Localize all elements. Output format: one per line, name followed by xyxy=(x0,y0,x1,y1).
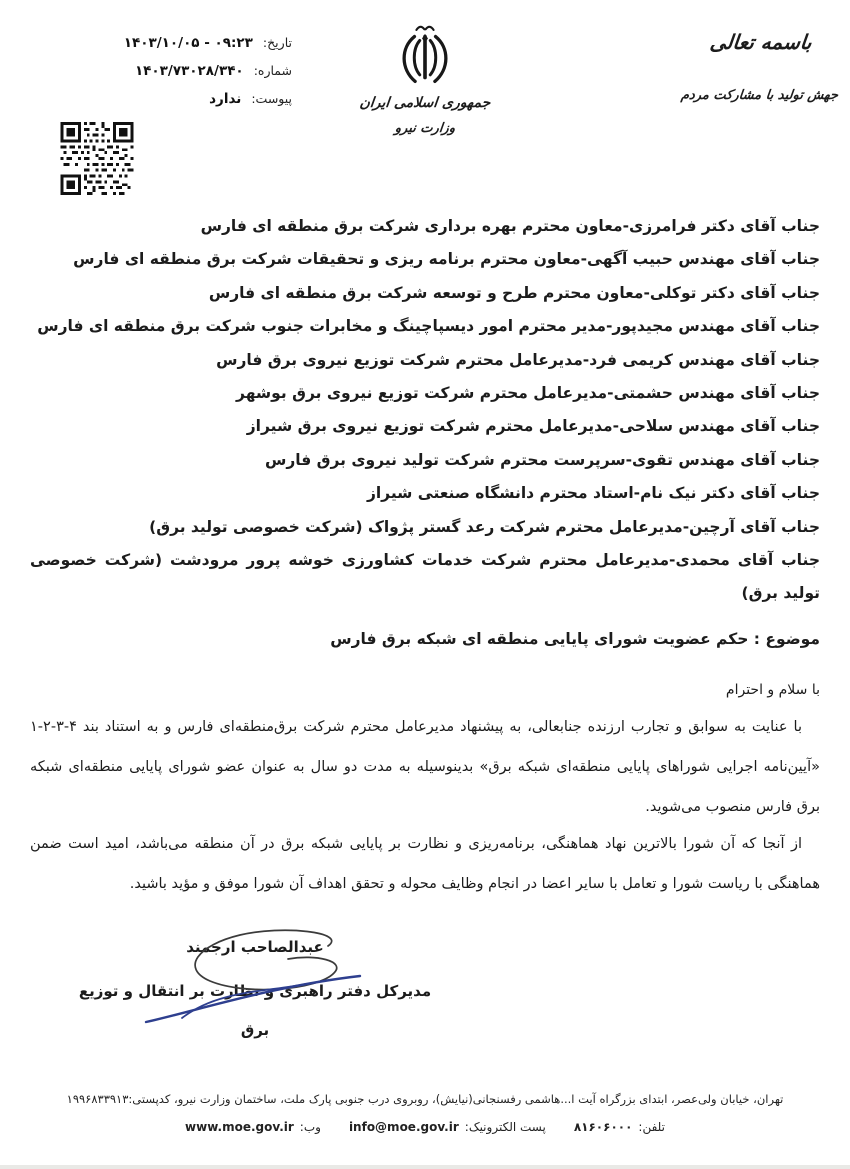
date-row xyxy=(37,35,292,51)
besmele-text: باسمه تعالی xyxy=(708,30,814,54)
email-label: پست الکترونیک: xyxy=(464,1120,546,1134)
attachment-row xyxy=(37,91,292,107)
email-item xyxy=(349,1120,546,1134)
phone-label: تلفن: xyxy=(638,1120,665,1134)
subject-line: موضوع : حکم عضویت شورای پایایی منطقه ای شبکه برق فارس xyxy=(330,630,820,648)
iran-emblem-icon xyxy=(392,20,458,94)
recipient-line: جناب آقای مهندس حشمتی-مدیرعامل محترم شرکت توزیع نیروی برق بوشهر xyxy=(236,384,820,403)
recipient-line: جناب آقای مهندس تقوی-سرپرست محترم شرکت تولید نیروی برق فارس xyxy=(264,450,820,469)
footer-contacts xyxy=(20,1120,830,1134)
recipient-line: جناب آقای مهندس کریمی فرد-مدیرعامل محترم شرکت توزیع نیروی برق فارس xyxy=(216,350,820,369)
ministry-name-text: وزارت نیرو xyxy=(394,121,456,136)
signer-title: مدیرکل دفتر راهبری و نظارت بر انتقال و توزیع xyxy=(78,982,432,1000)
signer-name: عبدالصاحب ارجمند xyxy=(186,938,324,956)
web-item xyxy=(185,1120,321,1134)
date-value: ۱۴۰۳/۱۰/۰۵ - ۰۹:۲۳ xyxy=(123,35,253,51)
letter-meta xyxy=(37,35,292,119)
attachment-label: پیوست: xyxy=(251,91,292,106)
recipient-list xyxy=(30,210,820,611)
recipient-line: جناب آقای دکتر نیک نام-استاد محترم دانشگاه صنعتی شیراز xyxy=(366,484,820,503)
signature-block xyxy=(60,938,450,1039)
web-label: وب: xyxy=(299,1120,321,1134)
recipient-line: جناب آقای دکتر فرامرزی-معاون محترم بهره برداری شرکت برق منطقه ای فارس xyxy=(200,217,820,235)
recipient-line: جناب آقای محمدی-مدیرعامل محترم شرکت خدمات کشاورزی خوشه پرور مرودشت (شرکت خصوصی تولید برق) xyxy=(30,551,820,603)
year-slogan-text: جهش تولید با مشارکت مردم xyxy=(680,88,839,103)
body-paragraph-1: با عنایت به سوابق و تجارب ارزنده جنابعالی، به پیشنهاد مدیرعامل محترم شرکت برق‌منطقه‌ای فارس و به استناد بند ۴-۳-۲-۱ «آیین‌نامه اجرایی شوراهای پایایی منطقه‌ای شبکه برق» بدینوسیله به مدت دو سال به عنوان عضو شورای پایایی منطقه‌ای شبکه برق فارس منصوب می‌شوید. xyxy=(30,719,820,815)
recipient-line: جناب آقای مهندس سلاحی-مدیرعامل محترم شرکت توزیع نیروی برق شیراز xyxy=(246,417,820,436)
phone-item xyxy=(574,1120,665,1134)
email-value: info@moe.gov.ir xyxy=(348,1120,459,1134)
qr-code-icon xyxy=(58,122,136,195)
phone-value: ۸۱۶۰۶۰۰۰ xyxy=(573,1120,633,1134)
attachment-value: ندارد xyxy=(209,91,242,107)
greeting-line: با سلام و احترام xyxy=(725,682,820,698)
recipient-line: جناب آقای مهندس حبیب آگهی-معاون محترم برنامه ریزی و تحقیقات شرکت برق منطقه ای فارس xyxy=(73,250,820,269)
scan-edge-artifact xyxy=(0,1165,850,1169)
recipient-line: جناب آقای دکتر توکلی-معاون محترم طرح و توسعه شرکت برق منطقه ای فارس xyxy=(208,283,820,302)
body-paragraph-2: از آنجا که آن شورا بالاترین نهاد هماهنگی، برنامه‌ریزی و نظارت بر پایایی شبکه برق در آن منطقه می‌باشد، امید است ضمن هماهنگی با ریاست شورا و تعامل با سایر اعضا در انجام وظایف محوله و تحقق اهداف آن شورا موفق و مؤید باشید. xyxy=(30,836,820,892)
number-row xyxy=(37,63,292,79)
date-label: تاریخ: xyxy=(262,35,292,50)
footer-address: تهران، خیابان ولی‌عصر، ابتدای بزرگراه آیت ا...هاشمی رفسنجانی(نیایش)، روبروی درب جنوبی پارک ملت، ساختمان وزارت نیرو، کدپستی:۱۹۹۶۸۳۳۹۱۳ xyxy=(66,1092,784,1106)
recipient-line: جناب آقای مهندس مجیدپور-مدیر محترم امور دیسپاچینگ و مخابرات جنوب شرکت برق منطقه ای فارس xyxy=(37,317,820,336)
number-label: شماره: xyxy=(253,63,292,78)
web-value: www.moe.gov.ir xyxy=(185,1120,294,1134)
org-name-text: جمهوری اسلامی ایران xyxy=(358,95,492,111)
number-value: ۱۴۰۳/۷۳۰۲۸/۳۴۰ xyxy=(134,63,244,79)
signer-title-cont: برق xyxy=(240,1021,270,1039)
recipient-line: جناب آقای آرچین-مدیرعامل محترم شرکت رعد گستر پژواک (شرکت خصوصی تولید برق) xyxy=(149,517,820,536)
